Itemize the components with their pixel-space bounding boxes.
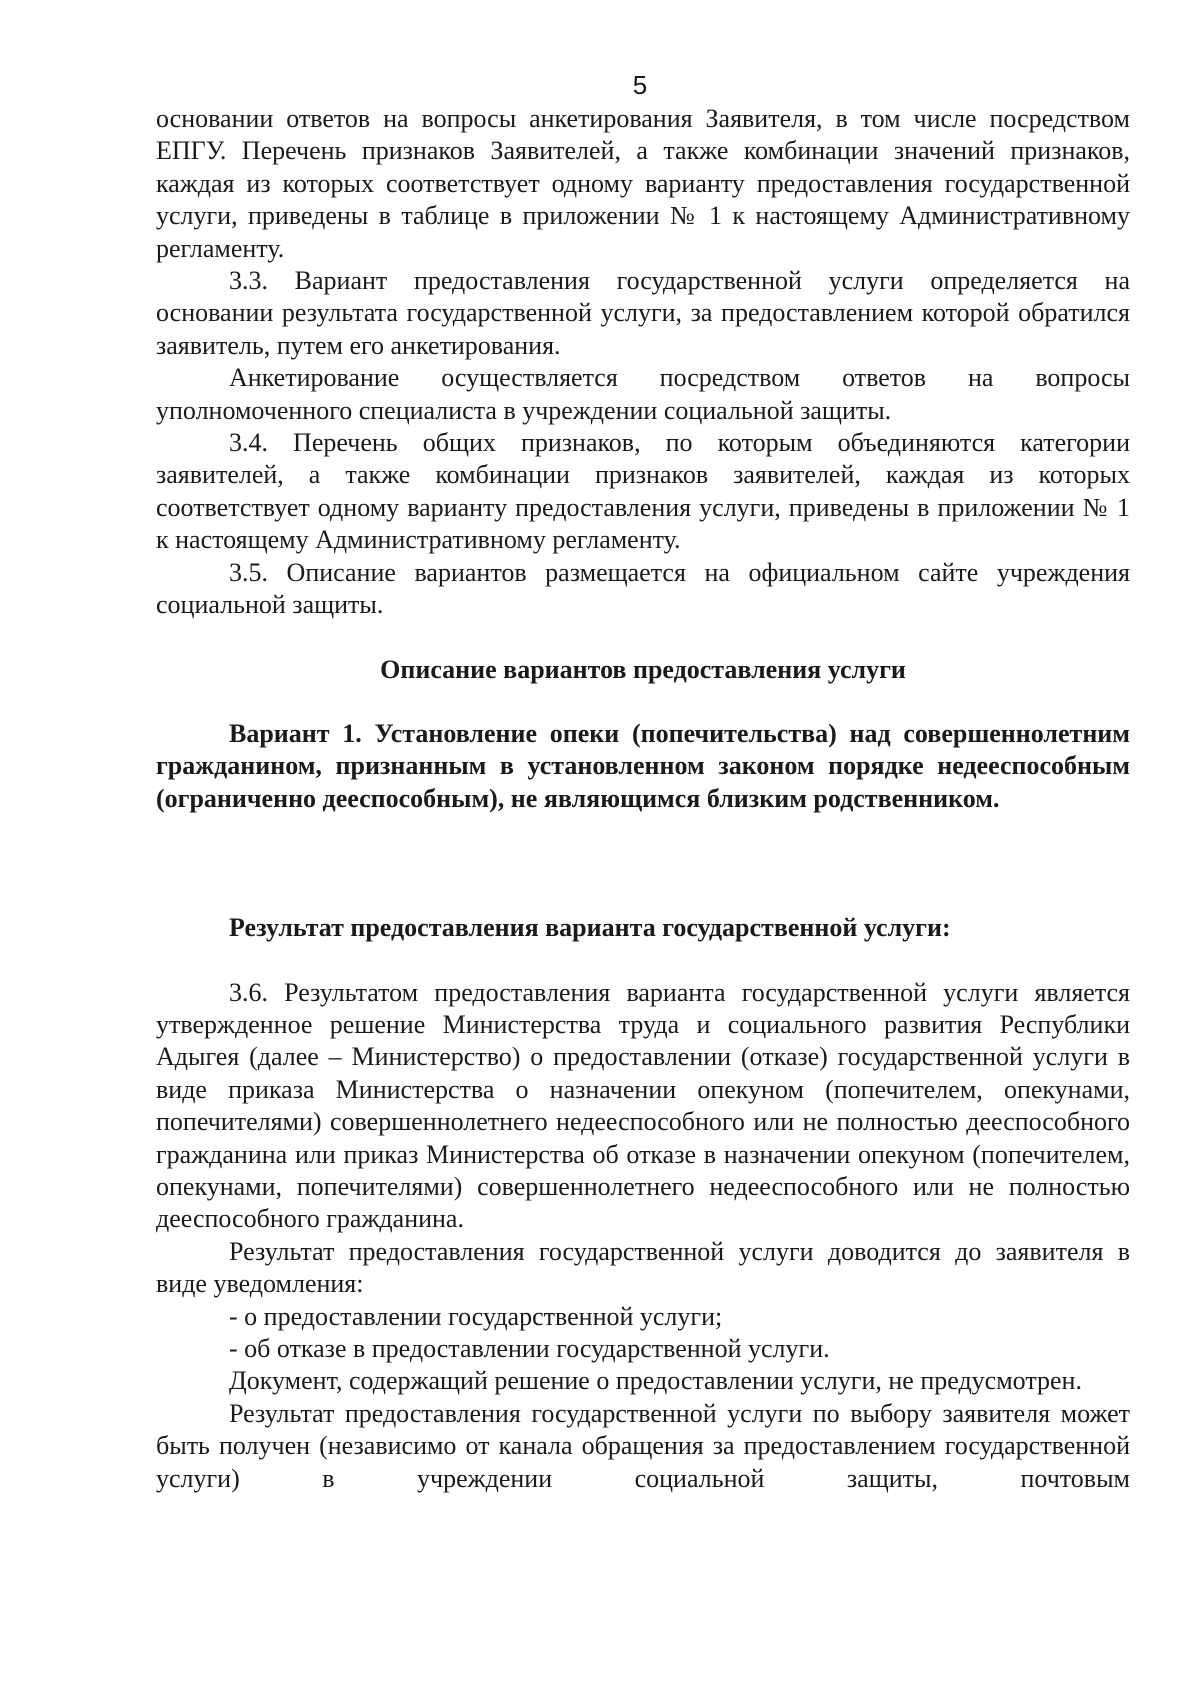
list-item-provided: - о предоставлении государственной услуги;: [229, 1301, 723, 1331]
page-number: 5: [632, 70, 648, 100]
paragraph-result-delivery: Результат предоставления государственной услуги по выбору заявителя может быть получен (независимо от канала обращения за предоставлением государственной услуги) в учреждении социальной защиты, почтовым: [156, 1398, 1130, 1493]
paragraph-survey-continuation: основании ответов на вопросы анкетирования Заявителя, в том числе посредством ЕПГУ. Перечень признаков Заявителей, а также комбинации значений признаков, каждая из которых соответствует одному варианту предоставления государственной услуги, приведены в таблице в приложении № 1 к настоящему Административному регламенту.: [156, 104, 1130, 263]
paragraph-3-6: 3.6. Результатом предоставления варианта государственной услуги является утвержденное решение Министерства труда и социального развития Республики Адыгея (далее – Министерство) о предоставлении (отказе) государственной услуги в виде приказа Министерства о назначении опекуном (попечителем, опекунами, попечителями) совершеннолетнего недееспособного или не полностью дееспособного гражданина или приказ Министерства об отказе в назначении опекуном (попечителем, опекунами, попечителями) совершеннолетнего недееспособного или не полностью дееспособного гражданина.: [156, 977, 1130, 1234]
paragraph-result-notification: Результат предоставления государственной услуги доводится до заявителя в виде уведомления:: [156, 1236, 1130, 1299]
list-item-refused: - об отказе в предоставлении государственной услуги.: [229, 1334, 830, 1363]
document-body: [156, 103, 1130, 1495]
paragraph-3-4: 3.4. Перечень общих признаков, по которым объединяются категории заявителей, а также комбинации признаков заявителей, каждая из которых соответствует одному варианту предоставления услуги, приведены в приложении № 1 к настоящему Административному регламенту.: [156, 428, 1130, 555]
paragraph-decision-document: Документ, содержащий решение о предоставлении услуги, не предусмотрен.: [229, 1366, 1082, 1396]
variant-1-title: Вариант 1. Установление опеки (попечительства) над совершеннолетним гражданином, признанным в установленном законом порядке недееспособным (ограниченно дееспособным), не являющимся близким родственником.: [156, 718, 1130, 813]
paragraph-survey-method: Анкетирование осуществляется посредством ответов на вопросы уполномоченного специалиста в учреждении социальной защиты.: [156, 363, 1130, 425]
paragraph-3-3: 3.3. Вариант предоставления государственной услуги определяется на основании результата государственной услуги, за предоставлением которой обратился заявитель, путем его анкетирования.: [156, 266, 1130, 360]
heading-variant-result: Результат предоставления варианта государственной услуги:: [229, 913, 951, 943]
paragraph-3-5: 3.5. Описание вариантов размещается на официальном сайте учреждения социальной защиты.: [156, 557, 1130, 620]
heading-variants-description: Описание вариантов предоставления услуги: [380, 654, 906, 684]
